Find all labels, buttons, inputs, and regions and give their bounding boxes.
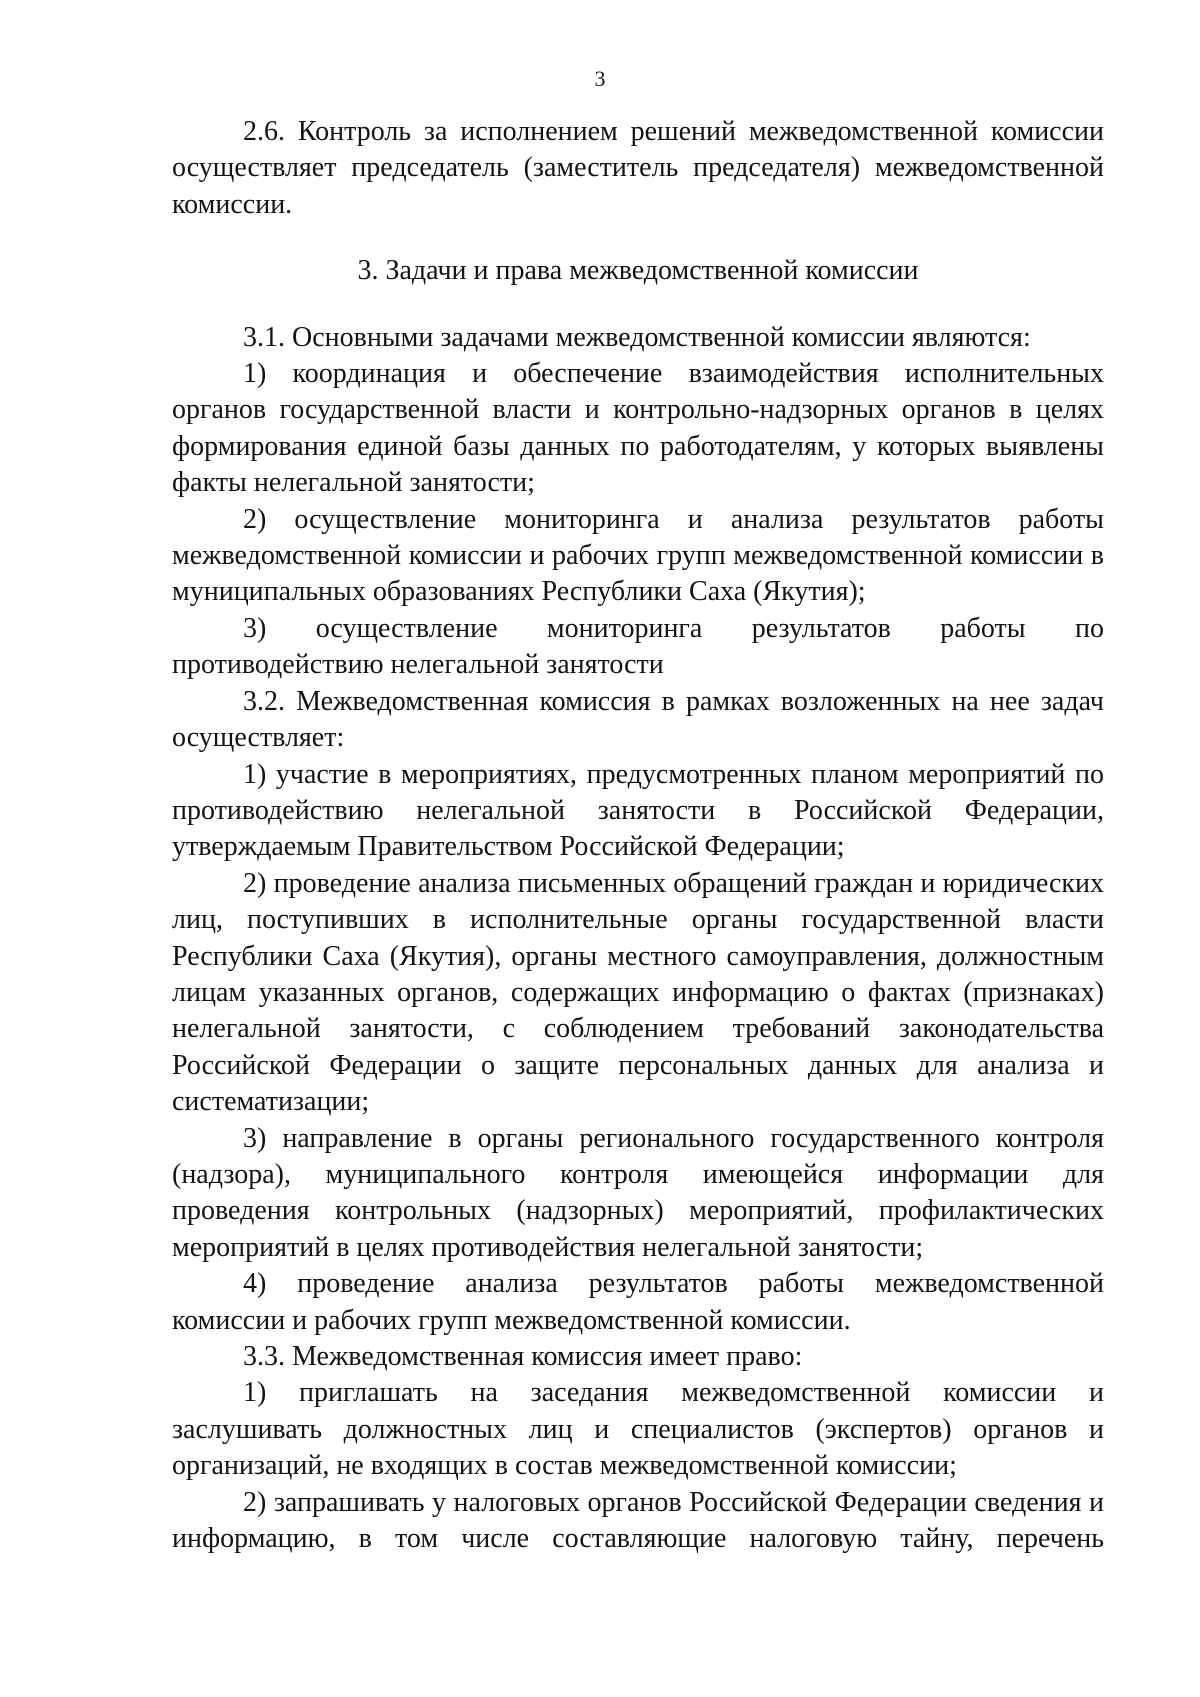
paragraph-3-2-item-2: 2) проведение анализа письменных обращений граждан и юридических лиц, поступивших в исполнительные органы государственной власти Республики Саха (Якутия), органы местного самоуправления, должностным лицам указанных органов, содержащих информацию о фактах (признаках) нелегальной занятости, с соблюдением требований законодательства Российской Федерации о защите персональных данных для анализа и систематизации; xyxy=(172,867,1104,1118)
document-body xyxy=(172,114,1104,1557)
paragraph-3-1-item-1: 1) координация и обеспечение взаимодействия исполнительных органов государственной власти и контрольно-надзорных органов в целях формирования единой базы данных по работодателям, у которых выявлены факты нелегальной занятости; xyxy=(172,358,1104,499)
paragraph-3-1-item-3: 3) осуществление мониторинга результатов работы по противодействию нелегальной занятости xyxy=(172,612,1104,681)
section-heading-3: 3. Задачи и права межведомственной комиссии xyxy=(357,255,919,287)
paragraph-3-2-item-1: 1) участие в мероприятиях, предусмотренных планом мероприятий по противодействию нелегальной занятости в Российской Федерации, утверждаемым Правительством Российской Федерации; xyxy=(172,758,1104,863)
paragraph-3-3-item-1: 1) приглашать на заседания межведомственной комиссии и заслушивать должностных лиц и специалистов (экспертов) органов и организаций, не входящих в состав межведомственной комиссии; xyxy=(172,1377,1104,1482)
paragraph-3-3: 3.3. Межведомственная комиссия имеет право: xyxy=(243,1341,803,1372)
paragraph-3-3-item-2: 2) запрашивать у налоговых органов Российской Федерации сведения и информацию, в том числе составляющие налоговую тайну, перечень xyxy=(172,1486,1104,1555)
paragraph-2-6: 2.6. Контроль за исполнением решений межведомственной комиссии осуществляет председатель (заместитель председателя) межведомственной комиссии. xyxy=(172,116,1104,220)
paragraph-3-1-item-2: 2) осуществление мониторинга и анализа результатов работы межведомственной комиссии и рабочих групп межведомственной комиссии в муниципальных образованиях Республики Саха (Якутия); xyxy=(172,503,1104,608)
paragraph-3-2: 3.2. Межведомственная комиссия в рамках возложенных на нее задач осуществляет: xyxy=(172,685,1104,754)
paragraph-3-2-item-3: 3) направление в органы регионального государственного контроля (надзора), муниципального контроля имеющейся информации для проведения контрольных (надзорных) мероприятий, профилактических мероприятий в целях противодействия нелегальной занятости; xyxy=(172,1122,1104,1263)
paragraph-3-2-item-4: 4) проведение анализа результатов работы межведомственной комиссии и рабочих групп межведомственной комиссии. xyxy=(172,1268,1104,1336)
page-number: 3 xyxy=(594,66,606,91)
paragraph-3-1: 3.1. Основными задачами межведомственной комиссии являются: xyxy=(243,321,1031,353)
